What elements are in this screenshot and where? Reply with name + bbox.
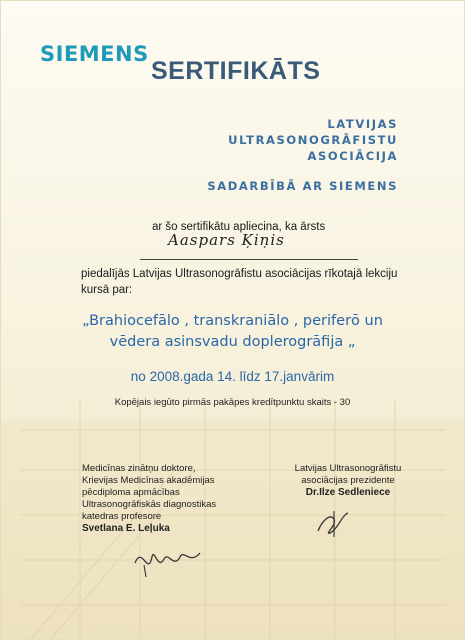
body-text-line-1: piedalījās Latvijas Ultrasonogrāfistu asociācijas rīkotajā lekciju <box>81 268 398 280</box>
course-title-line-2: vēdera asinsvadu doplerogrāfija „ <box>109 334 356 350</box>
left-signatory-line-1: Medicīnas zinātņu doktore, <box>82 463 196 474</box>
left-signatory-line-5: katedras profesore <box>82 511 162 522</box>
right-handwritten-signature <box>312 503 357 541</box>
right-signatory-line-1: Latvijas Ultrasonogrāfistu <box>294 463 402 474</box>
recipient-name: Aaspars Ķiņis <box>168 231 285 249</box>
organization-line-3: ASOCIĀCIJA <box>307 149 398 163</box>
organization-line-1: LATVIJAS <box>327 117 398 131</box>
left-signatory-name: Svetlana E. Leļuka <box>82 523 170 534</box>
siemens-logo: SIEMENS <box>40 42 149 66</box>
right-signatory-line-2: asociācijas prezidente <box>301 475 395 486</box>
intro-text: ar šo sertifikātu apliecina, ka ārsts <box>152 221 326 233</box>
course-dates: no 2008.gada 14. līdz 17.janvārim <box>130 369 335 384</box>
cooperation-line: SADARBĪBĀ AR SIEMENS <box>207 179 398 193</box>
course-title-line-1: „Brahiocefālo , transkraniālo , periferō un <box>82 313 383 329</box>
left-signatory-line-4: Ultrasonogrāfiskās diagnostikas <box>82 499 217 510</box>
name-underline <box>140 259 358 260</box>
certificate-title: SERTIFIKĀTS <box>151 57 321 85</box>
credit-points: Kopējais iegūto pirmās pakāpes kredītpunktu skaits - 30 <box>114 397 351 408</box>
left-handwritten-signature <box>130 535 210 580</box>
body-text-line-2: kursā par: <box>81 284 133 296</box>
left-signatory-line-3: pēcdiploma apmācības <box>82 487 180 498</box>
organization-line-2: ULTRASONOGRĀFISTU <box>228 133 398 147</box>
right-signatory-name: Dr.Ilze Sedleniece <box>305 487 391 498</box>
left-signatory-line-2: Krievijas Medicīnas akadēmijas <box>82 475 215 486</box>
